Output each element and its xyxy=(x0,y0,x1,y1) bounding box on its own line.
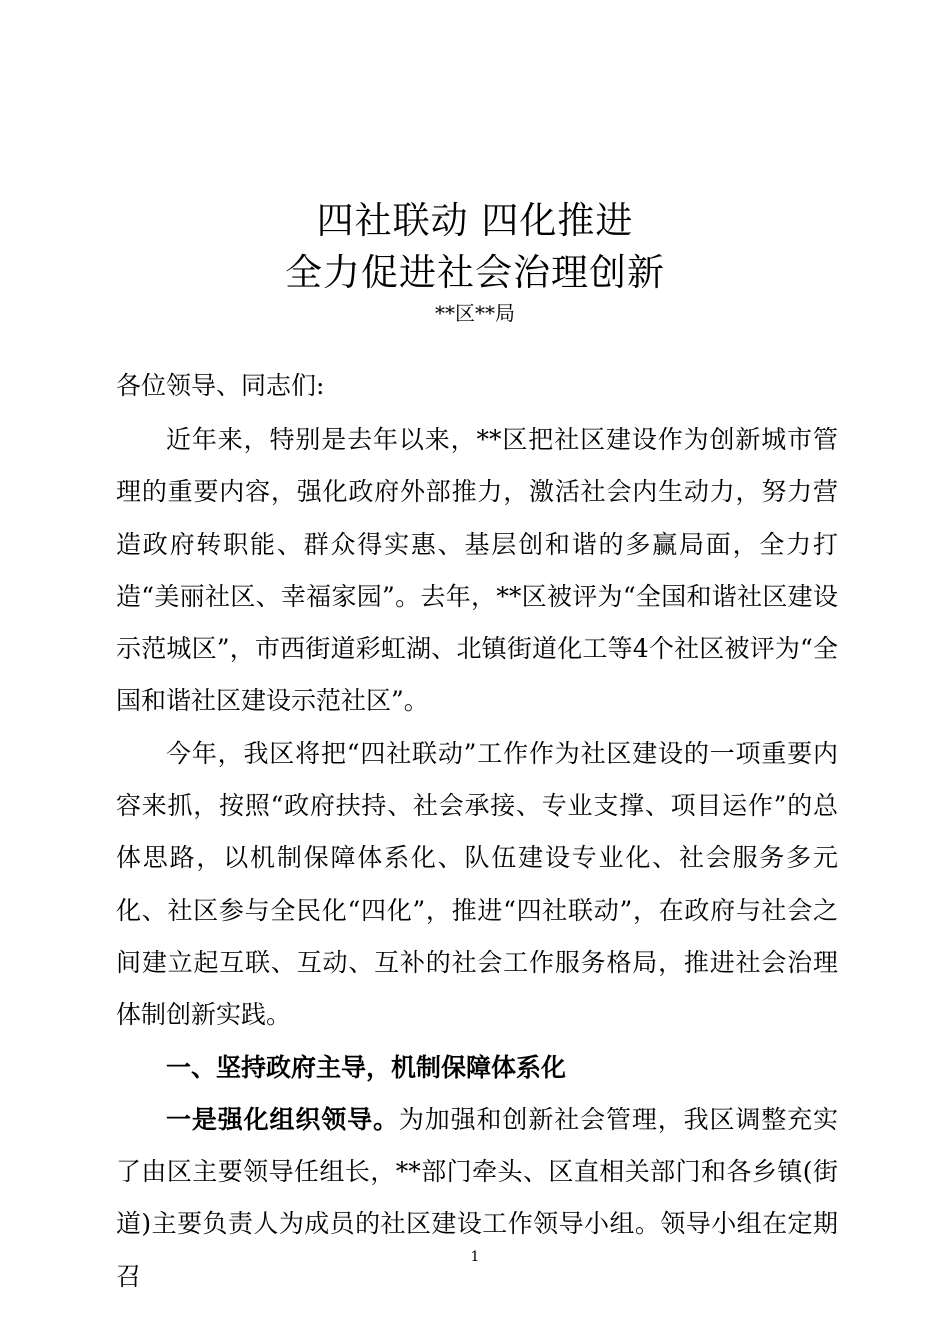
document-author: **区**局 xyxy=(435,301,515,325)
section-paragraph-lead: 一是强化组织领导。 xyxy=(166,1104,399,1134)
salutation: 各位领导、同志们: xyxy=(116,371,325,400)
document-title-line-2: 全力促进社会治理创新 xyxy=(285,251,665,294)
section-heading: 一、坚持政府主导，机制保障体系化 xyxy=(166,1052,567,1082)
page-number: 1 xyxy=(470,1249,480,1265)
section-paragraph xyxy=(116,1094,838,1303)
section-paragraph-text: 为加强和创新社会管理，我区调整充实了由区主要领导任组长，**部门牵头、区直相关部门和各乡镇(街道)主要负责人为成员的社区建设工作领导小组。领导小组在定期召 xyxy=(116,1104,838,1291)
paragraph-2: 今年，我区将把“四社联动”工作作为社区建设的一项重要内容来抓，按照“政府扶持、社会承接、专业支撑、项目运作”的总体思路，以机制保障体系化、队伍建设专业化、社会服务多元化、社区参与全民化“四化”，推进“四社联动”，在政府与社会之间建立起互联、互动、互补的社会工作服务格局，推进社会治理体制创新实践。 xyxy=(116,738,838,1030)
paragraph-1: 近年来，特别是去年以来，**区把社区建设作为创新城市管理的重要内容，强化政府外部推力，激活社会内生动力，努力营造政府转职能、群众得实惠、基层创和谐的多赢局面，全力打造“美丽社区、幸福家园”。去年，**区被评为“全国和谐社区建设示范城区”，市西街道彩虹湖、北镇街道化工等4个社区被评为“全国和谐社区建设示范社区”。 xyxy=(116,425,838,716)
document-body xyxy=(116,414,838,1303)
document-title-line-1: 四社联动 四化推进 xyxy=(316,199,634,242)
